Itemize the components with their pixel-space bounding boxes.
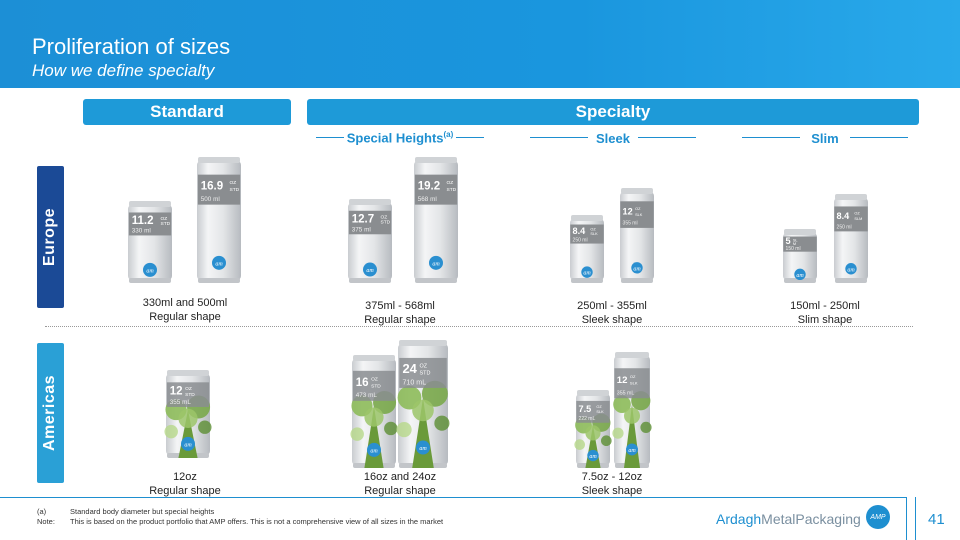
can-size-text: 8.4: [836, 210, 850, 221]
footnote-note-label: Note:: [37, 517, 55, 526]
europe-region-label: Europe: [37, 166, 64, 308]
footnote-a-label: (a): [37, 507, 47, 516]
svg-text:250 ml: 250 ml: [572, 237, 588, 244]
brand-mark-icon: AMP: [866, 505, 890, 529]
svg-text:STD: STD: [229, 188, 240, 194]
can-size-text: 11.2: [131, 214, 154, 227]
page-number: 41: [928, 511, 945, 528]
svg-text:STD: STD: [419, 370, 431, 377]
svg-text:OZ: OZ: [380, 215, 388, 221]
svg-text:am: am: [589, 454, 597, 461]
svg-text:STD: STD: [446, 188, 457, 194]
can-size-text: 24: [402, 360, 417, 376]
sleek-label: Sleek: [596, 130, 630, 146]
svg-text:222 mL: 222 mL: [578, 416, 596, 423]
americas-can-1: [164, 370, 212, 463]
special-heights-label: Special Heights$^{(a)}$: [346, 130, 454, 146]
svg-text:OZ: OZ: [590, 227, 596, 232]
svg-text:OZ: OZ: [635, 206, 641, 211]
americas-can-5: [612, 352, 652, 473]
svg-text:am: am: [432, 261, 440, 268]
svg-text:OZ: OZ: [185, 387, 192, 393]
svg-text:am: am: [370, 448, 378, 455]
svg-text:am: am: [366, 268, 374, 275]
svg-text:OZ: OZ: [596, 404, 602, 409]
europe-can-7: [781, 229, 819, 288]
caption-eu-slim: 150ml - 250ml Slim shape: [790, 300, 860, 326]
svg-text:500 ml: 500 ml: [200, 196, 220, 204]
svg-text:710 mL: 710 mL: [402, 378, 427, 387]
caption-eu-heights: 375ml - 568ml Regular shape: [364, 300, 436, 326]
page-subtitle: How we define specialty: [32, 61, 215, 80]
svg-text:355 mL: 355 mL: [616, 390, 635, 397]
svg-text:OZ: OZ: [371, 377, 378, 383]
svg-text:am: am: [146, 268, 154, 275]
europe-can-1: [126, 201, 174, 288]
europe-can-6: [618, 188, 656, 288]
svg-text:SLK: SLK: [635, 212, 643, 217]
svg-text:SL: SL: [792, 238, 798, 243]
europe-can-3: [346, 199, 394, 288]
svg-text:473 mL: 473 mL: [355, 392, 377, 400]
svg-text:SLK: SLK: [629, 380, 638, 386]
svg-text:150 ml: 150 ml: [785, 245, 801, 252]
special-heights-subheader: [316, 128, 484, 148]
americas-can-3: [396, 340, 450, 473]
svg-text:SLM: SLM: [854, 217, 863, 222]
americas-region-label: Americas: [37, 343, 64, 483]
can-size-text: 7.5: [578, 403, 592, 414]
svg-text:am: am: [184, 442, 192, 449]
footer-divider-1: [906, 497, 907, 540]
slim-subheader: [742, 128, 908, 148]
svg-text:355 mL: 355 mL: [169, 399, 191, 407]
footnote-note-text: This is based on the product portfolio that AMP offers. This is not a comprehensive view of all sizes in the market: [70, 517, 444, 526]
americas-can-2: [350, 355, 398, 473]
svg-text:STD: STD: [160, 222, 171, 228]
svg-text:STD: STD: [185, 392, 195, 398]
americas-can-4: [574, 390, 612, 473]
specialty-header: Specialty: [307, 99, 919, 125]
svg-text:355 ml: 355 ml: [622, 220, 638, 227]
svg-text:am: am: [633, 266, 641, 273]
can-size-text: 16: [355, 376, 369, 389]
caption-am-heights: 16oz and 24oz Regular shape: [363, 471, 437, 497]
title-banner: [0, 0, 960, 88]
caption-am-standard: 12oz Regular shape: [149, 471, 221, 497]
slim-label: Slim: [811, 130, 839, 146]
caption-eu-standard: 330ml and 500ml Regular shape: [142, 297, 228, 323]
europe-can-4: [412, 157, 460, 288]
standard-header: Standard: [83, 99, 291, 125]
can-size-text: 8.4: [572, 226, 586, 237]
can-size-text: 19.2: [417, 180, 441, 193]
can-size-text: 12: [622, 206, 633, 217]
footnote-a-text: Standard body diameter but special heights: [70, 507, 215, 516]
can-size-text: 12: [616, 375, 628, 387]
svg-text:M: M: [792, 241, 797, 246]
can-size-text: 12.7: [351, 213, 375, 226]
europe-can-8: [832, 194, 870, 288]
svg-text:OZ: OZ: [629, 373, 636, 379]
svg-text:SLK: SLK: [590, 231, 598, 236]
sleek-subheader: [530, 128, 696, 148]
page-title: Proliferation of sizes: [32, 34, 231, 59]
svg-text:375 ml: 375 ml: [351, 226, 371, 234]
caption-am-sleek: 7.5oz - 12oz Sleek shape: [581, 471, 643, 497]
svg-text:OZ: OZ: [446, 181, 454, 187]
can-size-text: 5: [785, 236, 791, 247]
svg-text:am: am: [215, 261, 223, 268]
svg-text:am: am: [796, 272, 804, 279]
brand-logo: ArdaghMetalPackaging: [716, 511, 861, 527]
svg-text:OZ: OZ: [854, 211, 860, 216]
svg-text:568 ml: 568 ml: [417, 196, 437, 204]
svg-text:SLK: SLK: [596, 409, 604, 414]
svg-text:am: am: [628, 447, 636, 454]
svg-text:OZ: OZ: [160, 216, 168, 222]
caption-eu-sleek: 250ml - 355ml Sleek shape: [577, 300, 647, 326]
svg-text:am: am: [419, 446, 427, 453]
svg-text:330 ml: 330 ml: [131, 227, 151, 235]
svg-text:OZ: OZ: [419, 363, 428, 370]
svg-text:am: am: [847, 267, 855, 274]
footer-divider-2: [915, 497, 916, 540]
can-size-text: 16.9: [200, 180, 224, 193]
can-size-text: 12: [169, 385, 183, 398]
footer-rule: [0, 497, 906, 498]
svg-text:STD: STD: [380, 220, 391, 226]
europe-can-2: [195, 157, 243, 288]
svg-text:am: am: [583, 270, 591, 277]
svg-text:250 ml: 250 ml: [836, 224, 852, 231]
svg-text:STD: STD: [371, 384, 381, 390]
europe-can-5: [568, 215, 606, 288]
svg-text:OZ: OZ: [229, 181, 237, 187]
